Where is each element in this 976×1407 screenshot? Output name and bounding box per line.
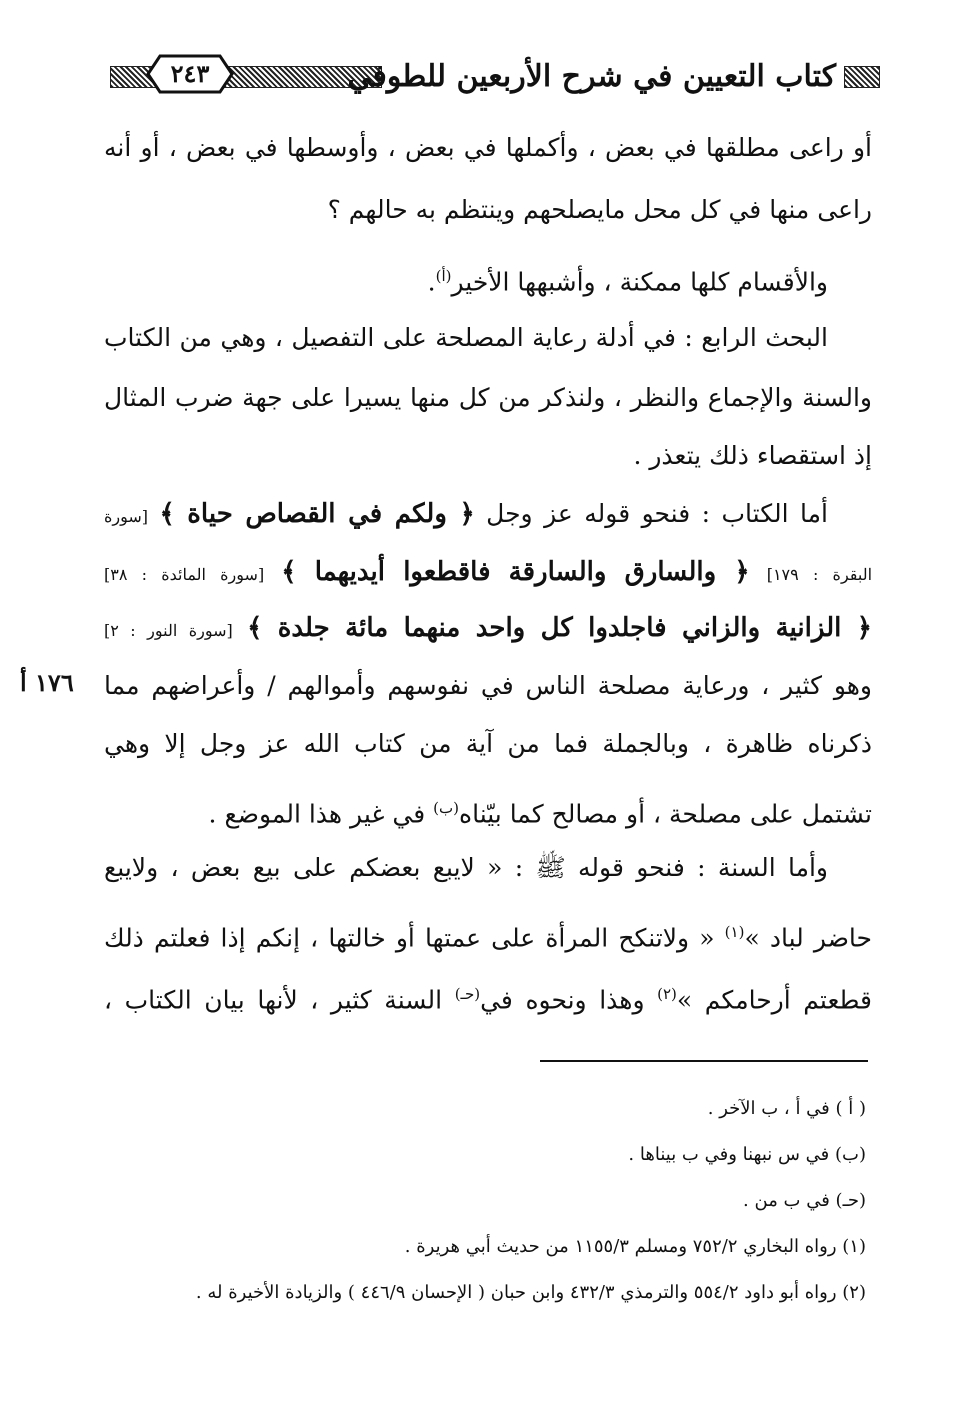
book-title: كتاب التعيين في شرح الأربعين للطوفي [347, 59, 836, 94]
page-number [146, 54, 234, 94]
text-line-6: إذ استقصاء ذلك يتعذر . [633, 441, 872, 470]
quran-verse-1: ﴿ ولكم في القصاص حياة ﴾ [159, 499, 475, 529]
footnote-ref-2: (٢) [657, 985, 677, 1003]
footnote-2: (٢) رواه أبو داود ٥٥٤/٢ والترمذي ٤٣٢/٣ وابن حبان ( الإحسان ٤٤٦/٩ ) والزيادة الأخيرة له . [195, 1282, 866, 1303]
text-line-11: ذكرناه ظاهرة ، وبالجملة فما من آية من كتاب الله عز وجل إلا وهي [104, 729, 872, 758]
text-line-5: والسنة والإجماع والنظر ، ولنذكر من كل منها يسيرا على جهة ضرب المثال [104, 383, 872, 412]
text-line-9 [104, 608, 872, 651]
quran-verse-2: ﴿ والسارق والسارقة فاقطعوا أيديهما ﴾ [281, 557, 750, 587]
text-line-12 [104, 788, 872, 834]
running-header [110, 48, 880, 106]
footnote-c: (حـ) في ب من . [743, 1190, 866, 1211]
footnote-a: ( أ ) في أ ، ب الآخر . [707, 1098, 866, 1119]
quran-verse-3: ﴿ الزانية والزاني فاجلدوا كل واحد منهما مائة جلدة ﴾ [247, 613, 873, 643]
text-line-15 [104, 974, 872, 1020]
text-line-14-start: حاضر لباد » [744, 923, 872, 953]
surah-ref-1-start: [سورة [104, 507, 149, 526]
text-line-7-intro: أما الكتاب : فنحو قوله عز وجل [486, 499, 828, 528]
text-line-14 [104, 912, 872, 958]
footnote-ref-c: (حـ) [454, 985, 481, 1003]
footnote-1: (١) رواه البخاري ٧٥٢/٢ ومسلم ١١٥٥/٣ من حديث أبي هريرة . [404, 1236, 866, 1257]
header-ornament-right [844, 66, 880, 88]
text-line-7 [104, 494, 828, 537]
footnote-b: (ب) في س نبهنا وفي ب بيناها . [628, 1144, 866, 1165]
text-line-3-body: والأقسام كلها ممكنة ، وأشبهها الأخير [451, 267, 828, 297]
surah-ref-2: [سورة المائدة : ٣٨] [104, 565, 265, 584]
text-line-3-end: . [427, 267, 436, 297]
text-line-1: أو راعى مطلقها في بعض ، وأكملها في بعض ، وأوسطها في بعض ، أو أنه [104, 133, 872, 162]
text-line-15-mid: وهذا ونحوه في [480, 985, 645, 1015]
text-line-12-body: تشتمل على مصلحة ، أو مصالح كما بيّناه [458, 799, 872, 829]
text-line-15-start: قطعتم أرحامكم » [676, 985, 872, 1015]
surah-ref-1-end: البقرة : ١٧٩] [766, 565, 873, 584]
text-line-8 [104, 552, 872, 595]
text-line-15-end: السنة كثير ، لأنها بيان الكتاب ، [104, 985, 443, 1015]
footnote-ref-b: (ب) [433, 799, 459, 817]
manuscript-folio-note: ١٧٦ أ [20, 668, 74, 697]
text-line-3 [60, 256, 828, 302]
surah-ref-3: [سورة النور : ٢] [104, 621, 233, 640]
footnote-separator [540, 1060, 868, 1062]
footnote-ref-1: (١) [724, 923, 745, 941]
text-line-14-body: « ولاتنكح المرأة على عمتها أو خالتها ، إنكم إذا فعلتم ذلك [104, 923, 715, 953]
page-number-text: ٢٤٣ [170, 59, 210, 88]
text-line-2: راعى منها في كل محل مايصلحهم وينتظم به حالهم ؟ [327, 195, 872, 224]
text-line-12-end: في غير هذا الموضع . [208, 799, 426, 829]
text-line-10: وهو كثير ، ورعاية مصلحة الناس في نفوسهم وأموالهم / وأعراضهم مما [104, 671, 872, 700]
footnote-ref-a: (أ) [435, 267, 452, 285]
text-line-13: وأما السنة : فنحو قوله ﷺ : « لايبع بعضكم على بيع بعض ، ولايبع [104, 853, 828, 882]
text-line-4: البحث الرابع : في أدلة رعاية المصلحة على التفصيل ، وهي من الكتاب [104, 323, 828, 352]
